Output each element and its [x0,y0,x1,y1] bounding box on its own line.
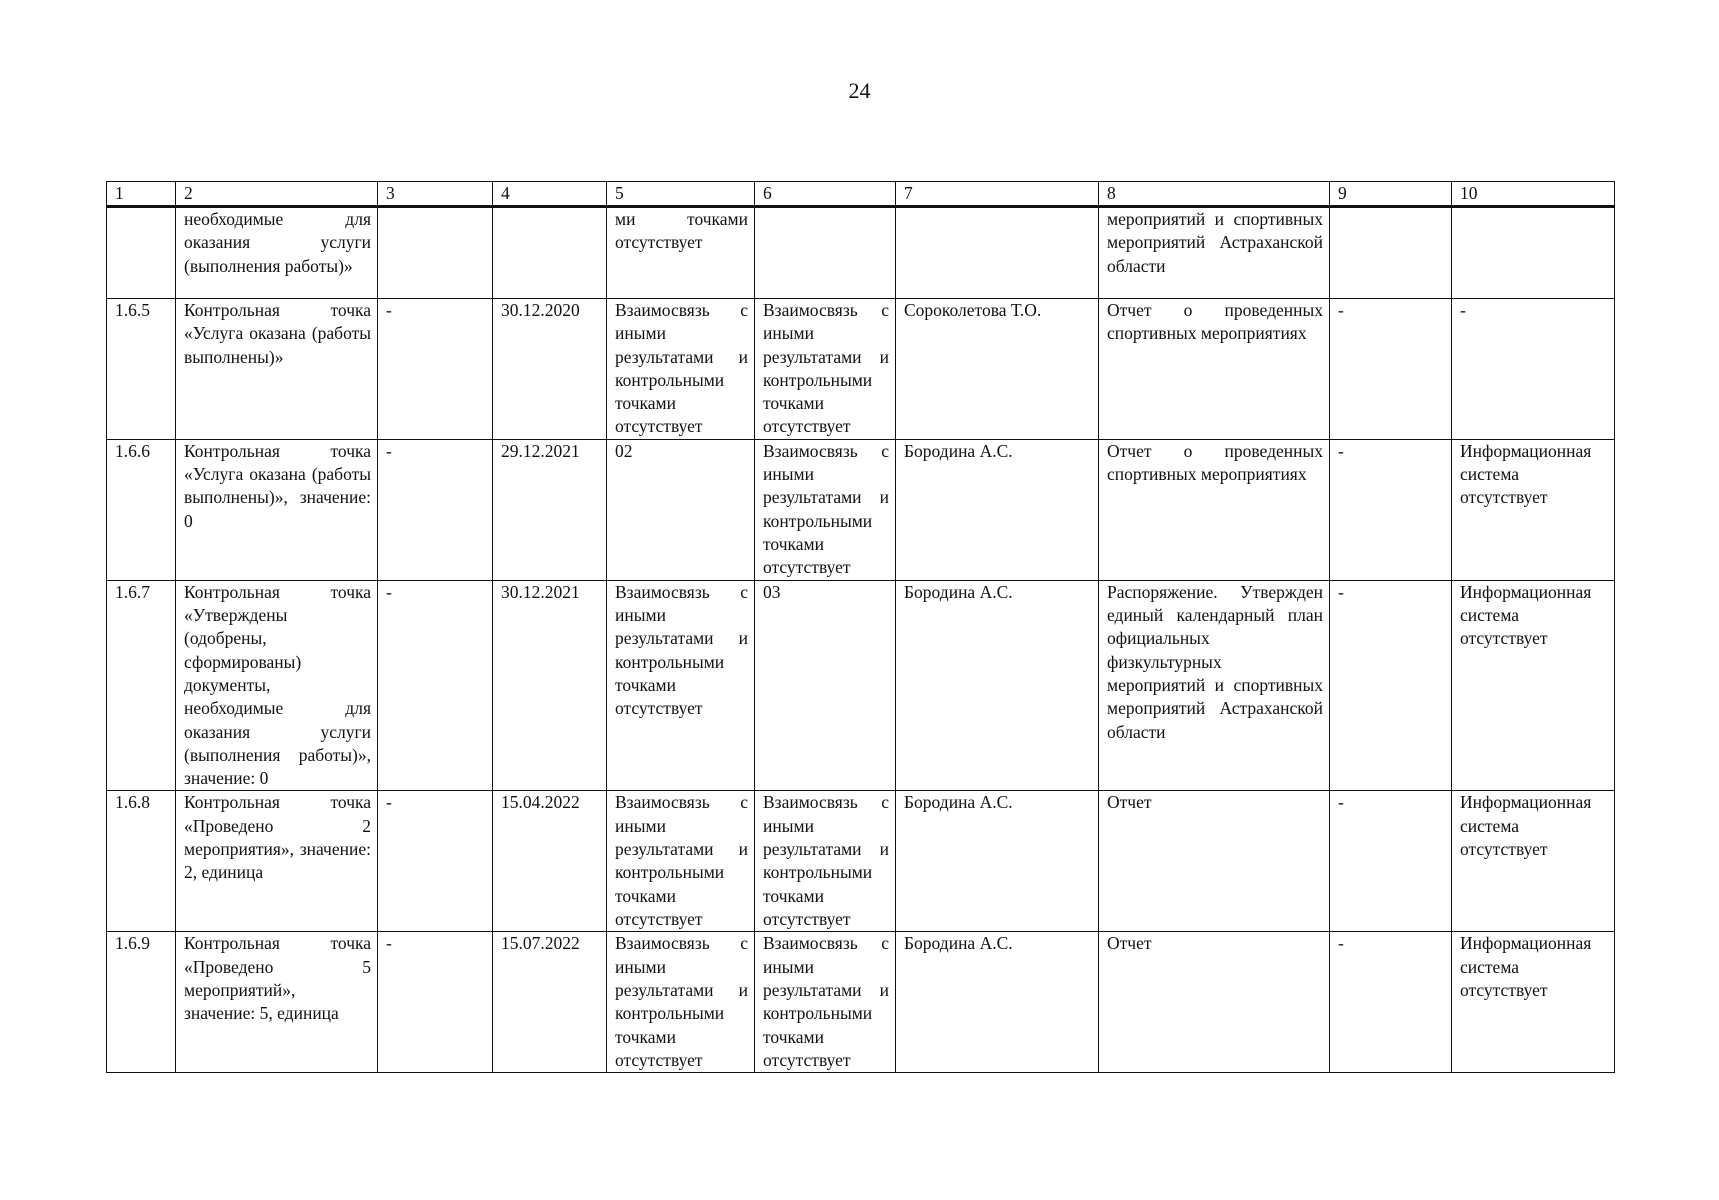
column-3-cell: - [378,439,493,580]
information-system-cell [1452,207,1615,299]
information-system-cell: Информационная система отсутствует [1452,932,1615,1073]
control-point-name-cell: Контрольная точка «Услуга оказана (работы выполнены)», значение: 0 [176,439,378,580]
table-row [107,932,1615,1073]
document-type-cell: Отчет [1099,791,1330,932]
responsible-person-cell: Сороколетова Т.О. [896,299,1099,440]
information-system-cell: Информационная система отсутствует [1452,439,1615,580]
information-system-cell: - [1452,299,1615,440]
document-type-cell: Отчет о проведенных спортивных мероприятиях [1099,299,1330,440]
relationship-cell: Взаимосвязь с иными результатами и контрольными точками отсутствует [607,932,755,1073]
information-system-cell: Информационная система отсутствует [1452,791,1615,932]
column-number: 4 [493,182,607,207]
date-cell: 15.04.2022 [493,791,607,932]
row-number-cell: 1.6.8 [107,791,176,932]
column-number: 6 [755,182,896,207]
column-number: 3 [378,182,493,207]
responsible-person-cell [896,207,1099,299]
document-type-cell: Отчет [1099,932,1330,1073]
table-row [107,580,1615,791]
column-number: 7 [896,182,1099,207]
relationship-cell: Взаимосвязь с иными результатами и контрольными точками отсутствует [755,932,896,1073]
date-cell: 29.12.2021 [493,439,607,580]
column-number: 10 [1452,182,1615,207]
table-row [107,439,1615,580]
control-point-name-cell: необходимые для оказания услуги (выполнения работы)» [176,207,378,299]
control-point-name-cell: Контрольная точка «Утверждены (одобрены, сформированы) документы, необходимые для оказания услуги (выполнения работы)», значение: 0 [176,580,378,791]
column-9-cell: - [1330,932,1452,1073]
relationship-cell: Взаимосвязь с иными результатами и контрольными точками отсутствует [755,299,896,440]
column-3-cell: - [378,580,493,791]
row-number-cell: 1.6.9 [107,932,176,1073]
table-row [107,207,1615,299]
column-number: 8 [1099,182,1330,207]
document-type-cell: мероприятий и спортивных мероприятий Астраханской области [1099,207,1330,299]
column-9-cell: - [1330,791,1452,932]
row-number-cell: 1.6.6 [107,439,176,580]
relationship-cell [755,207,896,299]
relationship-cell: ми точками отсутствует [607,207,755,299]
column-3-cell: - [378,791,493,932]
column-number: 9 [1330,182,1452,207]
column-number-row [107,182,1615,207]
column-3-cell: - [378,932,493,1073]
document-type-cell: Распоряжение. Утвержден единый календарный план официальных физкультурных мероприятий и спортивных мероприятий Астраханской области [1099,580,1330,791]
column-3-cell [378,207,493,299]
date-cell: 30.12.2021 [493,580,607,791]
control-point-name-cell: Контрольная точка «Услуга оказана (работы выполнены)» [176,299,378,440]
date-cell: 30.12.2020 [493,299,607,440]
column-3-cell: - [378,299,493,440]
relationship-cell: 03 [755,580,896,791]
column-9-cell [1330,207,1452,299]
document-type-cell: Отчет о проведенных спортивных мероприятиях [1099,439,1330,580]
date-cell [493,207,607,299]
control-points-table [106,181,1615,1073]
column-number: 2 [176,182,378,207]
table-row [107,299,1615,440]
responsible-person-cell: Бородина А.С. [896,580,1099,791]
page-number: 24 [848,78,871,103]
column-9-cell: - [1330,299,1452,440]
date-cell: 15.07.2022 [493,932,607,1073]
row-number-cell: 1.6.5 [107,299,176,440]
relationship-cell: Взаимосвязь с иными результатами и контрольными точками отсутствует [607,299,755,440]
relationship-cell: Взаимосвязь с иными результатами и контрольными точками отсутствует [755,439,896,580]
relationship-cell: Взаимосвязь с иными результатами и контрольными точками отсутствует [607,580,755,791]
control-point-name-cell: Контрольная точка «Проведено 2 мероприятия», значение: 2, единица [176,791,378,932]
responsible-person-cell: Бородина А.С. [896,932,1099,1073]
row-number-cell [107,207,176,299]
control-point-name-cell: Контрольная точка «Проведено 5 мероприятий», значение: 5, единица [176,932,378,1073]
table-row [107,791,1615,932]
column-number: 5 [607,182,755,207]
relationship-cell: 02 [607,439,755,580]
responsible-person-cell: Бородина А.С. [896,439,1099,580]
column-9-cell: - [1330,439,1452,580]
information-system-cell: Информационная система отсутствует [1452,580,1615,791]
relationship-cell: Взаимосвязь с иными результатами и контрольными точками отсутствует [607,791,755,932]
column-9-cell: - [1330,580,1452,791]
column-number: 1 [107,182,176,207]
responsible-person-cell: Бородина А.С. [896,791,1099,932]
row-number-cell: 1.6.7 [107,580,176,791]
relationship-cell: Взаимосвязь с иными результатами и контрольными точками отсутствует [755,791,896,932]
